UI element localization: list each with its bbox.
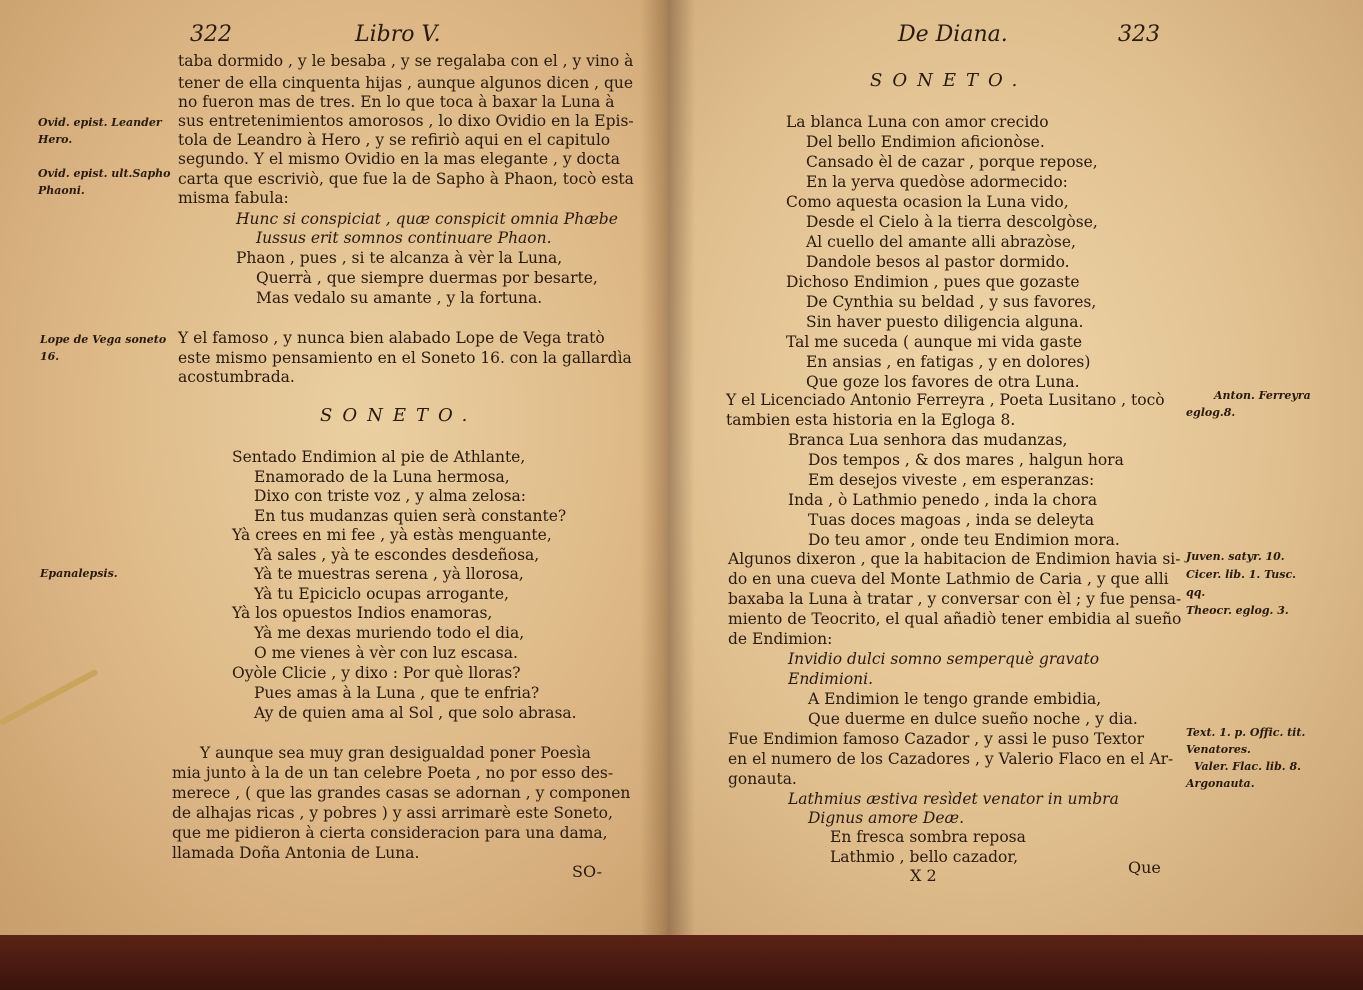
sonnet-line: Dandole besos al pastor dormido.	[806, 253, 1070, 271]
right-sonnet-title: SONETO.	[870, 70, 1028, 91]
verse-line: Que duerme en dulce sueño noche , y dia.	[808, 710, 1138, 728]
cover-edge	[0, 935, 1363, 990]
sonnet-line: Tal me suceda ( aunque mi vida gaste	[786, 333, 1083, 351]
verse-line: Mas vedalo su amante , y la fortuna.	[256, 289, 543, 307]
sonnet-line: Dichoso Endimion , pues que gozaste	[786, 273, 1080, 291]
verse-line: Inda , ò Lathmio penedo , inda la chora	[788, 491, 1098, 509]
margin-note: eglog.8.	[1186, 406, 1236, 419]
latin-quote-line: Endimioni.	[788, 670, 874, 688]
sonnet-line: Yà te muestras serena , yà llorosa,	[254, 565, 524, 583]
text-line: do en una cueva del Monte Lathmio de Caria , y que alli	[728, 570, 1169, 588]
right-running-title: De Diana.	[898, 22, 1008, 47]
sonnet-line: Del bello Endimion aficionòse.	[806, 133, 1045, 151]
margin-note: Lope de Vega soneto	[40, 333, 167, 346]
text-line: taba dormido , y le besaba , y se regalaba con el , y vino à	[178, 52, 634, 70]
text-line: llamada Doña Antonia de Luna.	[172, 844, 420, 862]
margin-note: Text. 1. p. Offic. tit.	[1186, 726, 1306, 739]
margin-note: Anton. Ferreyra	[1214, 389, 1311, 402]
text-line: en el numero de los Cazadores , y Valerio Flaco en el Ar-	[728, 750, 1174, 768]
sonnet-line: Desde el Cielo à la tierra descolgòse,	[806, 213, 1098, 231]
latin-quote-line: Invidio dulci somno semperquè gravato	[788, 650, 1100, 668]
signature-mark: X 2	[910, 866, 937, 885]
straw-mark	[0, 669, 99, 726]
text-line: Y el famoso , y nunca bien alabado Lope de Vega tratò	[178, 329, 605, 347]
margin-note: Ovid. epist. Leander	[38, 116, 162, 129]
verse-line: Dos tempos , & dos mares , halgun hora	[808, 451, 1124, 469]
text-line: acostumbrada.	[178, 368, 295, 386]
text-line: de alhajas ricas , y pobres ) y assi arrimarè este Soneto,	[172, 804, 613, 822]
text-line: tola de Leandro à Hero , y se refiriò aqui en el capitulo	[178, 131, 611, 149]
latin-quote-line: Dignus amore Deæ.	[808, 809, 965, 827]
sonnet-line: Yà sales , yà te escondes desdeñosa,	[254, 546, 540, 564]
sonnet-line: Yà los opuestos Indios enamoras,	[232, 604, 493, 622]
sonnet-line: Enamorado de la Luna hermosa,	[254, 468, 510, 486]
right-catchword: Que	[1128, 858, 1161, 877]
margin-note: Cicer. lib. 1. Tusc.	[1186, 568, 1296, 581]
margin-note: Juven. satyr. 10.	[1186, 550, 1285, 563]
text-line: mia junto à la de un tan celebre Poeta , no por esso des-	[172, 764, 614, 782]
verse-line: Querrà , que siempre duermas por besarte,	[256, 269, 598, 287]
sonnet-line: Oyòle Clicie , y dixo : Por què lloras?	[232, 664, 521, 682]
text-line: segundo. Y el mismo Ovidio en la mas elegante , y docta	[178, 150, 620, 168]
text-line: gonauta.	[728, 770, 797, 788]
sonnet-line: Que goze los favores de otra Luna.	[806, 373, 1080, 391]
verse-line: Tuas doces magoas , inda se deleyta	[808, 511, 1095, 529]
text-line: miento de Teocrito, el qual añadiò tener embidia al sueño	[728, 610, 1182, 628]
text-line: Y aunque sea muy gran desigualdad poner Poesìa	[200, 744, 591, 762]
text-line: tambien esta historia en la Egloga 8.	[726, 411, 1016, 429]
latin-quote-line: Lathmius æstiva resìdet venator in umbra	[788, 790, 1119, 808]
text-line: Fue Endimion famoso Cazador , y assi le puso Textor	[728, 730, 1144, 748]
latin-quote-line: Hunc si conspiciat , quæ conspicit omnia Phæbe	[236, 210, 618, 228]
margin-note: Ovid. epist. ult.Sapho	[38, 167, 171, 180]
margin-note: Theocr. eglog. 3.	[1186, 604, 1289, 617]
left-catchword: SO-	[572, 862, 603, 881]
margin-note: qq.	[1186, 586, 1206, 599]
verse-line: Lathmio , bello cazador,	[830, 848, 1018, 866]
margin-note: 16.	[40, 350, 60, 363]
verse-line: A Endimion le tengo grande embidia,	[808, 690, 1102, 708]
verse-line: Branca Lua senhora das mudanzas,	[788, 431, 1068, 449]
text-line: este mismo pensamiento en el Soneto 16. con la gallardìa	[178, 349, 632, 367]
text-line: que me pidieron à cierta consideracion para una dama,	[172, 824, 608, 842]
latin-quote-line: Iussus erit somnos continuare Phaon.	[256, 229, 552, 247]
margin-note: Argonauta.	[1186, 777, 1255, 790]
sonnet-line: Yà me dexas muriendo todo el dia,	[254, 624, 525, 642]
right-page-number: 323	[1118, 22, 1160, 47]
sonnet-line: En tus mudanzas quien serà constante?	[254, 507, 567, 525]
verse-line: Em desejos viveste , em esperanzas:	[808, 471, 1095, 489]
margin-note: Phaoni.	[38, 184, 85, 197]
margin-note: Venatores.	[1186, 743, 1251, 756]
verse-line: Do teu amor , onde teu Endimion mora.	[808, 531, 1120, 549]
sonnet-line: Como aquesta ocasion la Luna vido,	[786, 193, 1069, 211]
left-sonnet-title: SONETO.	[320, 405, 478, 426]
sonnet-line: Yà tu Epiciclo ocupas arrogante,	[254, 585, 509, 603]
margin-note: Epanalepsis.	[40, 567, 118, 580]
right-page	[666, 0, 1363, 935]
left-page-number: 322	[190, 22, 232, 47]
sonnet-line: O me vienes à vèr con luz escasa.	[254, 644, 518, 662]
sonnet-line: Sentado Endimion al pie de Athlante,	[232, 448, 526, 466]
sonnet-line: Ay de quien ama al Sol , que solo abrasa.	[254, 704, 577, 722]
text-line: Y el Licenciado Antonio Ferreyra , Poeta Lusitano , tocò	[726, 391, 1165, 409]
sonnet-line: En la yerva quedòse adormecido:	[806, 173, 1068, 191]
sonnet-line: Cansado èl de cazar , porque repose,	[806, 153, 1098, 171]
sonnet-line: La blanca Luna con amor crecido	[786, 113, 1049, 131]
verse-line: En fresca sombra reposa	[830, 828, 1026, 846]
margin-note: Valer. Flac. lib. 8.	[1194, 760, 1301, 773]
text-line: de Endimion:	[728, 630, 833, 648]
verse-line: Phaon , pues , si te alcanza à vèr la Luna,	[236, 249, 563, 267]
text-line: sus entretenimientos amorosos , lo dixo Ovidio en la Epis-	[178, 112, 634, 130]
left-running-title: Libro V.	[355, 22, 441, 47]
sonnet-line: Pues amas à la Luna , que te enfria?	[254, 684, 540, 702]
text-line: carta que escriviò, que fue la de Sapho à Phaon, tocò esta	[178, 170, 634, 188]
text-line: no fueron mas de tres. En lo que toca à baxar la Luna à	[178, 93, 615, 111]
text-line: misma fabula:	[178, 189, 289, 207]
text-line: merece , ( que las grandes casas se adornan , y componen	[172, 784, 631, 802]
left-page	[0, 0, 666, 935]
text-line: tener de ella cinquenta hijas , aunque algunos dicen , que	[178, 74, 634, 92]
sonnet-line: Yà crees en mi fee , yà estàs menguante,	[232, 526, 552, 544]
sonnet-line: De Cynthia su beldad , y sus favores,	[806, 293, 1097, 311]
sonnet-line: Sin haver puesto diligencia alguna.	[806, 313, 1084, 331]
text-line: baxaba la Luna à tratar , y conversar con èl ; y fue pensa-	[728, 590, 1182, 608]
margin-note: Hero.	[38, 133, 73, 146]
sonnet-line: En ansias , en fatigas , y en dolores)	[806, 353, 1091, 371]
sonnet-line: Dixo con triste voz , y alma zelosa:	[254, 487, 527, 505]
sonnet-line: Al cuello del amante alli abrazòse,	[806, 233, 1076, 251]
text-line: Algunos dixeron , que la habitacion de Endimion havia si-	[728, 550, 1181, 568]
